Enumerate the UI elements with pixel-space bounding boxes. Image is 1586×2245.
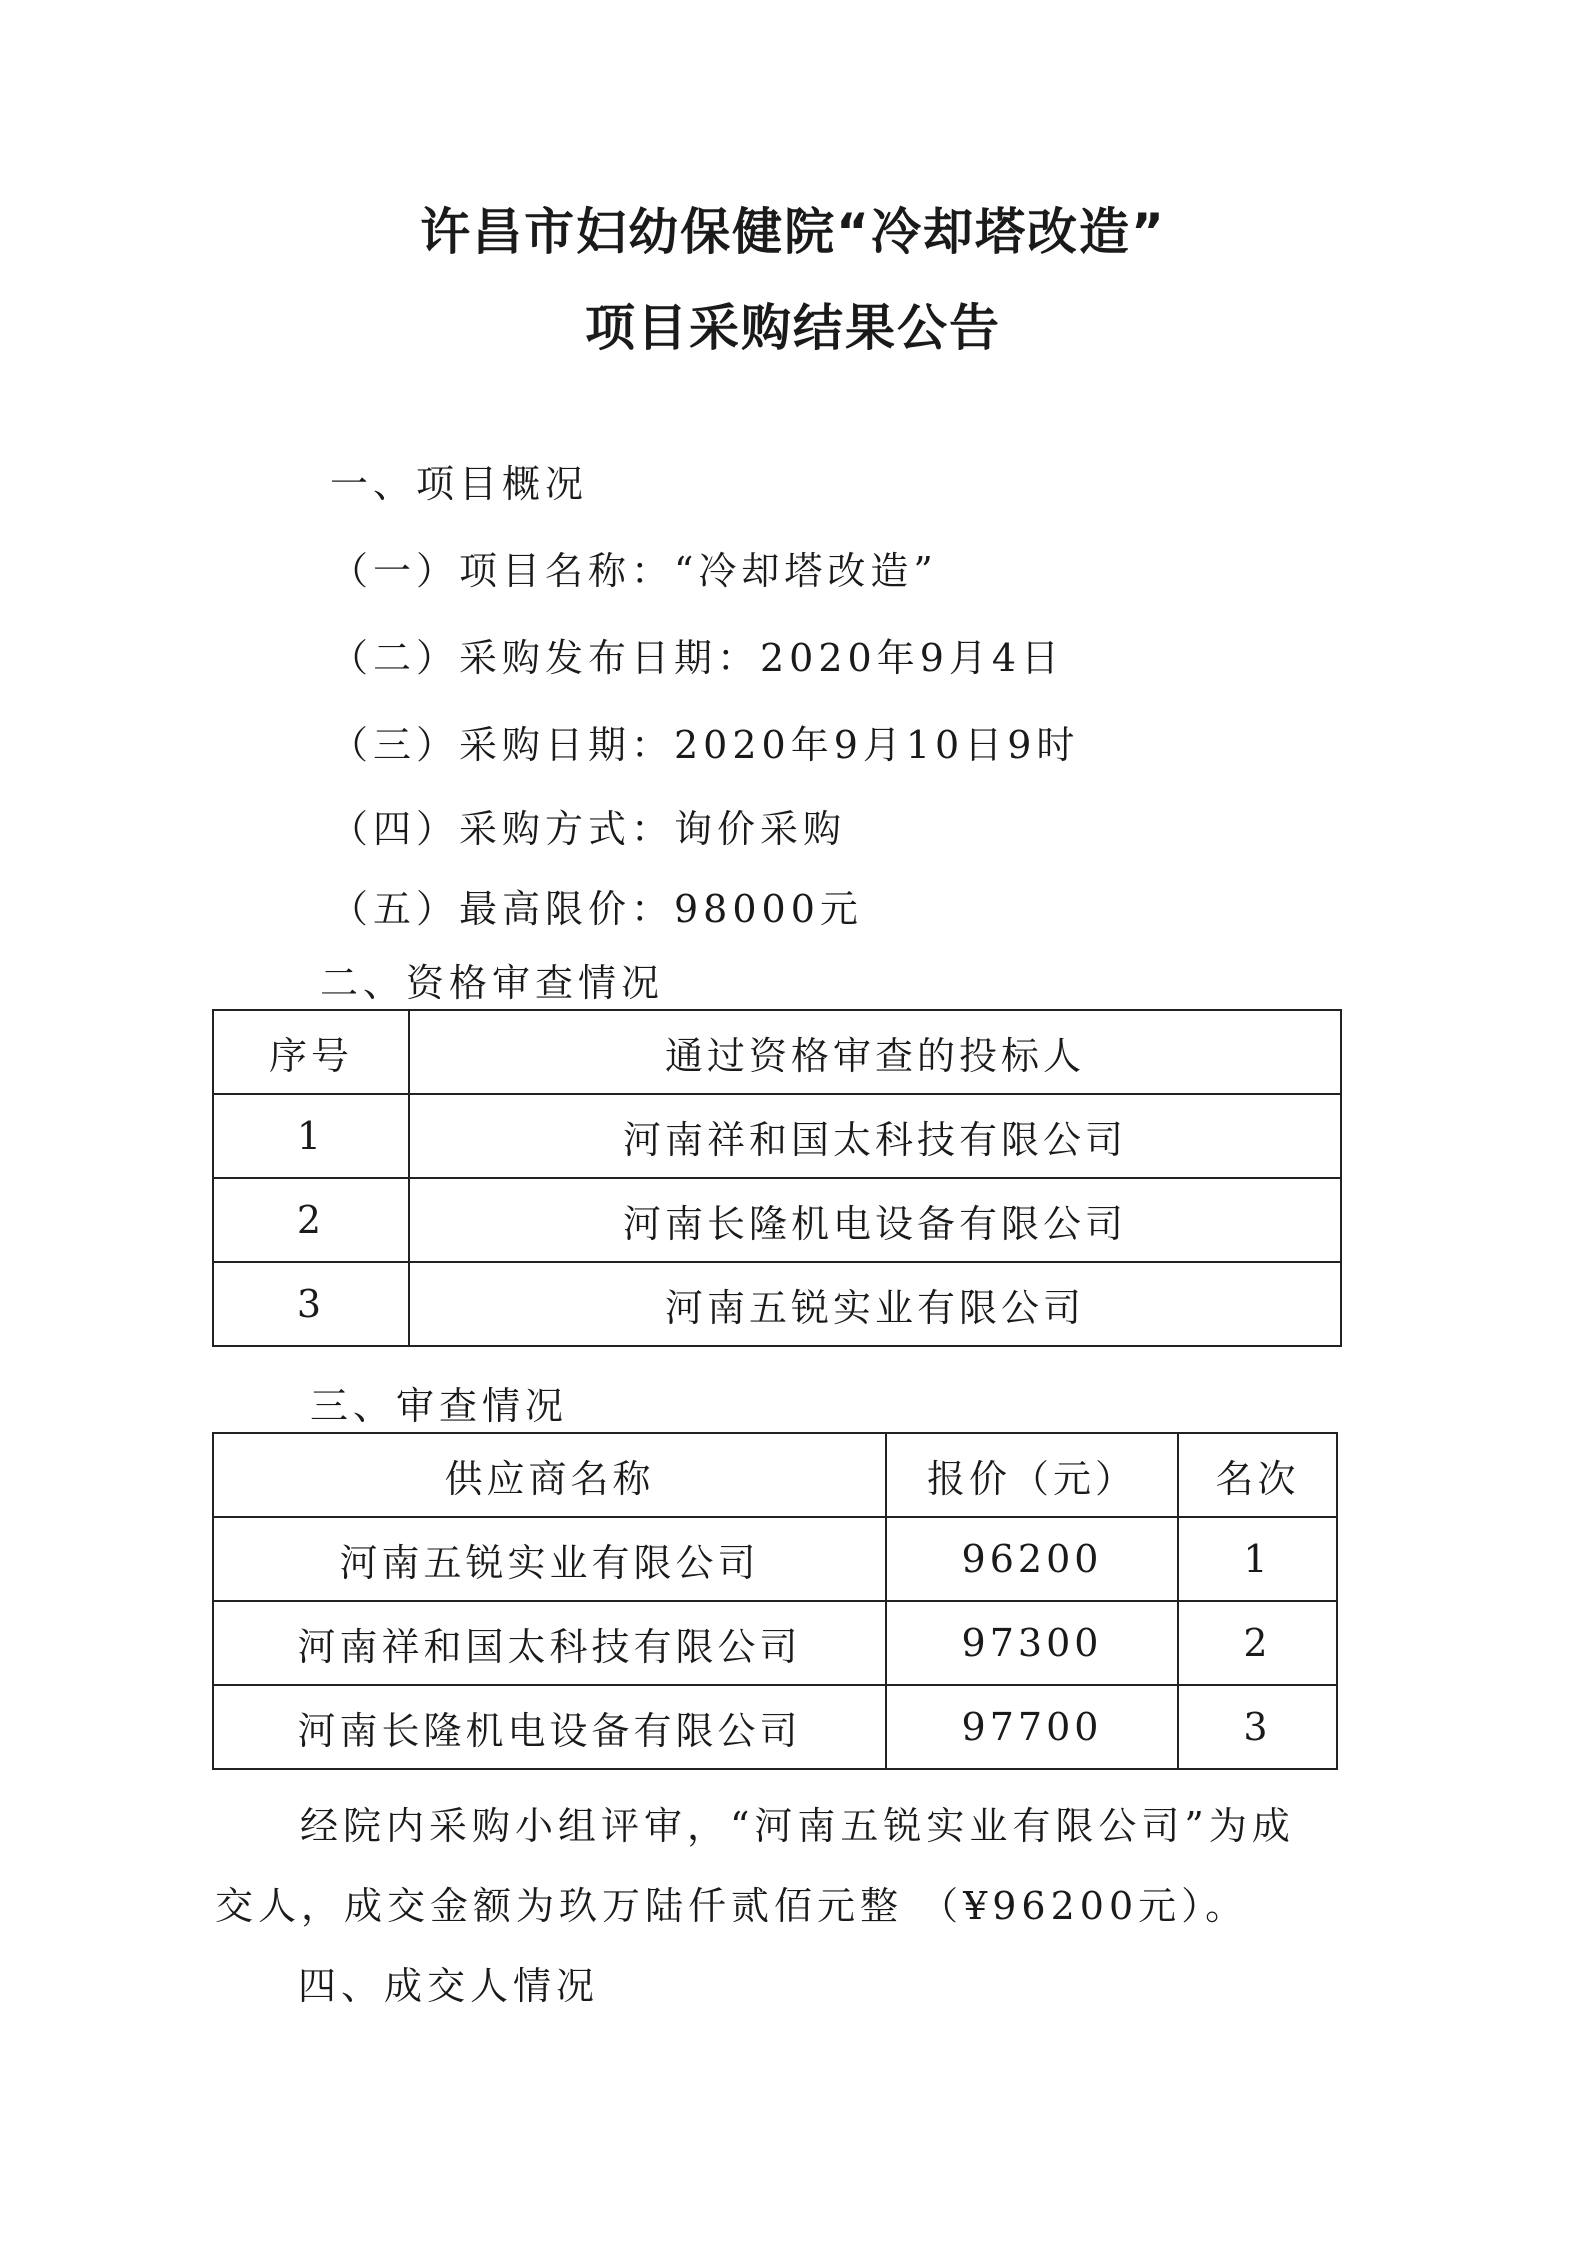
row-rank: 1	[1178, 1517, 1337, 1601]
conclusion-line2: 交人，成交金额为玖万陆仟贰佰元整 （¥96200元）。	[215, 1884, 1249, 1928]
section2-heading: 二、资格审查情况	[320, 961, 665, 1005]
table-row	[213, 1178, 1341, 1262]
document-title-line2: 项目采购结果公告	[585, 299, 1001, 357]
header-supplier: 供应商名称	[213, 1433, 886, 1517]
document-title-line1: 许昌市妇幼保健院“冷却塔改造”	[420, 203, 1166, 261]
procurement-method-line: （四）采购方式：询价采购	[330, 807, 847, 851]
header-rank: 名次	[1178, 1433, 1337, 1517]
row-supplier: 河南五锐实业有限公司	[213, 1517, 886, 1601]
review-table	[212, 1432, 1338, 1770]
project-name-line: （一）项目名称：“冷却塔改造”	[330, 549, 938, 593]
conclusion-line1: 经院内采购小组评审，“河南五锐实业有限公司”为成	[300, 1804, 1295, 1848]
row-price: 97300	[886, 1601, 1178, 1685]
row-supplier: 河南长隆机电设备有限公司	[213, 1685, 886, 1769]
row-bidder: 河南祥和国太科技有限公司	[409, 1094, 1341, 1178]
section1-heading: 一、项目概况	[330, 462, 589, 506]
row-seq: 3	[213, 1262, 409, 1346]
row-bidder: 河南长隆机电设备有限公司	[409, 1178, 1341, 1262]
table-row	[213, 1685, 1337, 1769]
procurement-date-line: （三）采购日期：2020年9月10日9时	[330, 723, 1080, 767]
table-row	[213, 1601, 1337, 1685]
row-seq: 1	[213, 1094, 409, 1178]
publish-date-line: （二）采购发布日期：2020年9月4日	[330, 636, 1065, 680]
row-price: 96200	[886, 1517, 1178, 1601]
table-header-row	[213, 1433, 1337, 1517]
table-header-row	[213, 1010, 1341, 1094]
row-bidder: 河南五锐实业有限公司	[409, 1262, 1341, 1346]
table-row	[213, 1094, 1341, 1178]
row-price: 97700	[886, 1685, 1178, 1769]
qualification-table	[212, 1009, 1342, 1347]
section4-heading: 四、成交人情况	[298, 1964, 600, 2008]
max-price-line: （五）最高限价：98000元	[330, 887, 863, 931]
row-supplier: 河南祥和国太科技有限公司	[213, 1601, 886, 1685]
section3-heading: 三、审查情况	[310, 1384, 569, 1428]
row-rank: 3	[1178, 1685, 1337, 1769]
row-rank: 2	[1178, 1601, 1337, 1685]
header-bidder: 通过资格审查的投标人	[409, 1010, 1341, 1094]
header-seq: 序号	[213, 1010, 409, 1094]
row-seq: 2	[213, 1178, 409, 1262]
table-row	[213, 1262, 1341, 1346]
header-price: 报价（元）	[886, 1433, 1178, 1517]
table-row	[213, 1517, 1337, 1601]
